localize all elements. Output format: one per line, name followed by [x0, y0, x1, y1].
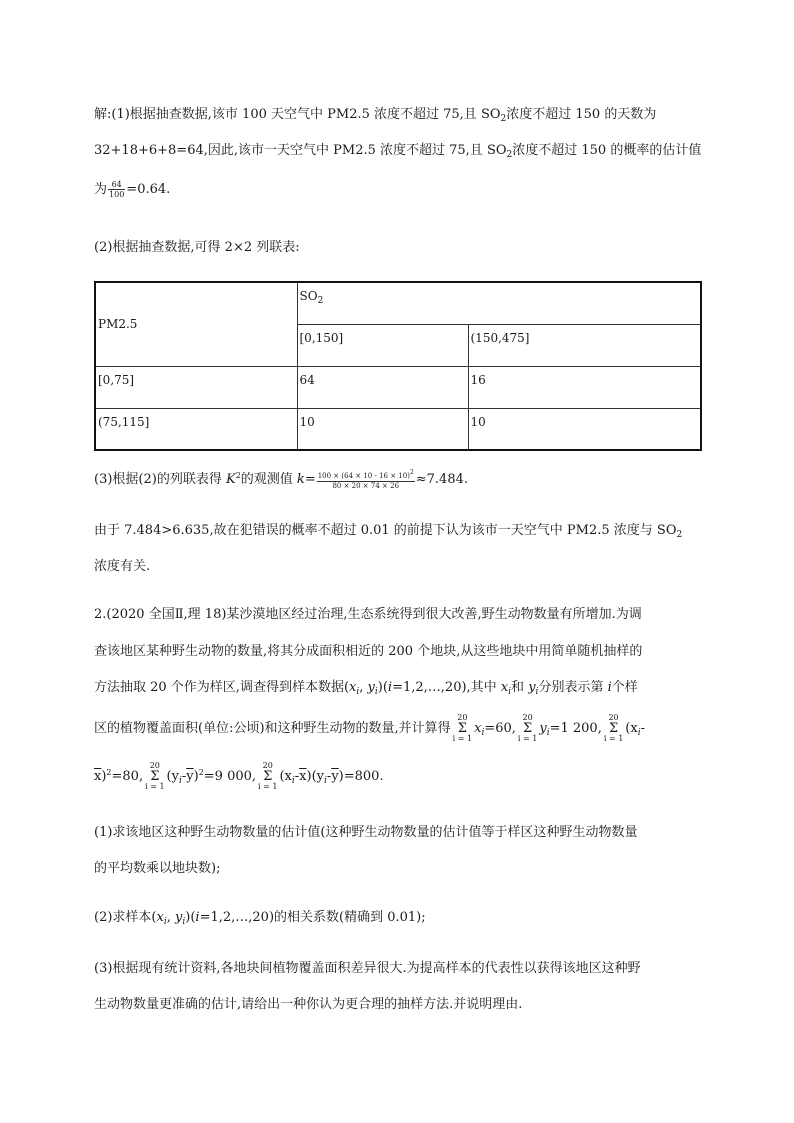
- sum-symbol: [604, 714, 623, 743]
- text: 的观测值: [240, 472, 297, 487]
- var: i: [387, 680, 393, 695]
- k2-fraction: [317, 468, 415, 491]
- subscript: i: [324, 776, 327, 786]
- table-col-header-1: [0,150]: [297, 324, 468, 366]
- question-3-line-1: (3)根据现有统计资料,各地块间植物覆盖面积差异很大.为提高样本的代表性以获得该地区这种野: [94, 961, 641, 976]
- text: -: [181, 769, 187, 784]
- question-2: [94, 909, 426, 931]
- sigma: Σ: [263, 769, 273, 784]
- subscript: 2: [676, 530, 683, 540]
- sigma: Σ: [608, 721, 619, 736]
- subscript: i: [356, 687, 360, 697]
- var: y: [528, 680, 536, 695]
- text: 解:(1)根据抽查数据,该市 100 天空气中 PM2.5 浓度不超过 75,且 SO: [94, 107, 501, 122]
- text: ,: [166, 910, 175, 925]
- table-cell: 10: [468, 408, 701, 450]
- sum-upper: 20: [149, 761, 160, 770]
- sigma: Σ: [457, 721, 467, 736]
- text: 浓度不超过 150 的概率的估计值: [512, 143, 702, 158]
- sigma: Σ: [523, 721, 533, 736]
- contingency-table: [94, 281, 702, 451]
- text: 方法抽取 20 个作为样区,调查得到样本数据(: [94, 680, 350, 695]
- text: =1,2,…,20),其中: [392, 680, 501, 695]
- subscript: i: [637, 728, 641, 738]
- k2-symbol: K: [225, 472, 236, 487]
- subscript: i: [508, 687, 512, 697]
- text: (y: [166, 769, 179, 784]
- subscript: i: [182, 917, 186, 927]
- var: i: [607, 680, 612, 695]
- text: )(: [377, 680, 388, 695]
- sum-lower: i = 1: [145, 782, 165, 791]
- fraction-numerator: [317, 468, 415, 482]
- fraction-denominator: 100: [109, 190, 125, 199]
- question-1-line-2: 的平均数乘以地块数);: [94, 861, 221, 876]
- problem-line-5: [94, 762, 384, 791]
- superscript: 2: [235, 471, 241, 480]
- var: y: [367, 680, 375, 695]
- k-symbol: k: [296, 472, 305, 487]
- superscript: 2: [198, 768, 204, 777]
- problem-line-3: [94, 679, 638, 701]
- text: -: [326, 769, 332, 784]
- sum-symbol: [145, 762, 164, 791]
- var: x: [474, 721, 482, 736]
- text: )(: [185, 910, 196, 925]
- text: 32+18+6+8=64,因此,该市一天空气中 PM2.5 浓度不超过 75,且 SO: [94, 143, 507, 158]
- text: =: [304, 472, 316, 487]
- superscript: 2: [409, 469, 414, 476]
- var: x: [349, 680, 357, 695]
- var: i: [195, 910, 200, 925]
- y-bar: $\overline{y}$: [331, 769, 339, 784]
- sigma: Σ: [150, 769, 160, 784]
- y-bar: $\overline{y}$: [186, 769, 194, 784]
- question-3-line-2: 生动物数量更准确的估计,请给出一种你认为更合理的抽样方法.并说明理由.: [94, 997, 523, 1012]
- part3-line: [94, 467, 468, 491]
- text: =0.64.: [126, 182, 171, 197]
- sum-upper: 20: [522, 713, 533, 722]
- sum-symbol: [453, 714, 472, 743]
- text: ,: [359, 680, 368, 695]
- conclusion-line-1: [94, 522, 682, 544]
- subscript: 2: [506, 150, 513, 160]
- text: 浓度不超过 150 的天数为: [506, 107, 657, 122]
- subscript: i: [163, 917, 167, 927]
- text: =9 000,: [203, 769, 257, 784]
- text: )=800.: [338, 769, 384, 784]
- text: -: [294, 769, 300, 784]
- text: =1,2,…,20)的相关系数(精确到 0.01);: [199, 910, 426, 925]
- sum-upper: 20: [457, 713, 468, 722]
- question-1-line-1: (1)求该地区这种野生动物数量的估计值(这种野生动物数量的估计值等于样区这种野生动物数量: [94, 825, 638, 840]
- subscript: i: [374, 687, 378, 697]
- var: y: [175, 910, 183, 925]
- text: =80,: [111, 769, 144, 784]
- superscript: 2: [106, 768, 112, 777]
- table-row-label: (75,115]: [95, 408, 297, 450]
- var: x: [156, 910, 164, 925]
- solution-line-3: [94, 180, 170, 199]
- subscript: i: [481, 728, 485, 738]
- text: 为: [94, 182, 108, 197]
- text: (3)根据(2)的列联表得: [94, 472, 226, 487]
- sum-upper: 20: [262, 761, 273, 770]
- problem-line-1: 2.(2020 全国Ⅱ,理 18)某沙漠地区经过治理,生态系统得到很大改善,野生动物数量有所增加.为调: [94, 607, 642, 622]
- subscript: i: [291, 776, 295, 786]
- text: ): [101, 769, 107, 784]
- sum-symbol: [258, 762, 277, 791]
- x-bar: $\overline{x}$: [94, 769, 102, 784]
- table-row-header: PM2.5: [95, 282, 297, 366]
- fraction-denominator: 80 × 20 × 74 × 26: [332, 482, 400, 490]
- sum-lower: i = 1: [452, 734, 473, 743]
- text: (x: [625, 721, 638, 736]
- table-cell: 64: [297, 366, 468, 408]
- conclusion-line-2: 浓度有关.: [94, 559, 151, 574]
- fraction-numerator: 64: [108, 180, 125, 190]
- subscript: i: [546, 728, 550, 738]
- sum-upper: 20: [608, 713, 619, 722]
- text: 分别表示第: [538, 680, 608, 695]
- x-bar: $\overline{x}$: [299, 769, 307, 784]
- sum-lower: i = 1: [258, 782, 278, 791]
- text: ≈7.484.: [415, 472, 469, 487]
- text: (2)求样本(: [94, 910, 157, 925]
- text: 100 × (64 × 10 - 16 × 10): [317, 472, 410, 480]
- table-row-label: [0,75]: [95, 366, 297, 408]
- sum-lower: i = 1: [517, 734, 538, 743]
- sum-symbol: [518, 714, 537, 743]
- subscript: i: [178, 776, 182, 786]
- var: y: [539, 721, 547, 736]
- text: SO: [299, 289, 318, 303]
- table-col-header-2: (150,475]: [468, 324, 701, 366]
- table-cell: 10: [297, 408, 468, 450]
- text: 和: [511, 680, 529, 695]
- part2-intro: (2)根据抽查数据,可得 2×2 列联表:: [94, 240, 300, 255]
- subscript: i: [535, 687, 539, 697]
- sum-lower: i = 1: [603, 734, 624, 743]
- problem-line-4: [94, 714, 645, 743]
- text: )(y: [306, 769, 325, 784]
- table-cell: 16: [468, 366, 701, 408]
- table-col-group: [297, 282, 701, 324]
- subscript: 2: [317, 296, 324, 306]
- var: x: [500, 680, 509, 695]
- text: -: [640, 721, 645, 736]
- solution-line-1: [94, 106, 656, 128]
- text: ): [193, 769, 199, 784]
- solution-line-2: [94, 142, 701, 164]
- problem-line-2: 查该地区某种野生动物的数量,将其分成面积相近的 200 个地块,从这些地块中用简单随机抽样的: [94, 644, 643, 659]
- text: 由于 7.484>6.635,故在犯错误的概率不超过 0.01 的前提下认为该市一天空气中 PM2.5 浓度与 SO: [94, 523, 677, 538]
- text: =60,: [484, 721, 516, 736]
- text: (x: [279, 769, 292, 784]
- text: 区的植物覆盖面积(单位:公顷)和这种野生动物的数量,并计算得: [94, 721, 451, 736]
- text: =1 200,: [549, 721, 602, 736]
- text: 个样: [611, 680, 638, 695]
- fraction: [108, 180, 125, 199]
- subscript: 2: [500, 114, 507, 124]
